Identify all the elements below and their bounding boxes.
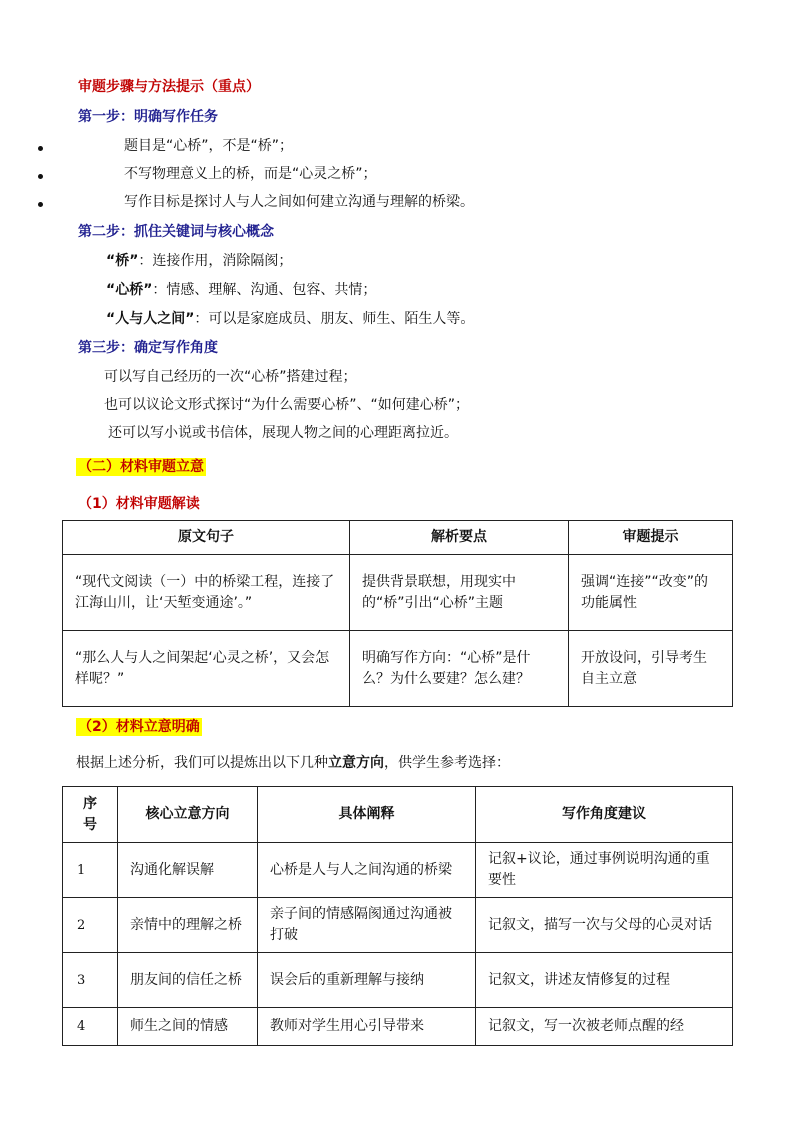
- table-cell: 心桥是人与人之间沟通的桥梁: [258, 843, 476, 898]
- table-cell: 提供背景联想，用现实中的“桥”引出“心桥”主题: [350, 555, 569, 631]
- table-cell: 开放设问，引导考生自主立意: [569, 631, 733, 707]
- table-header: [63, 787, 118, 843]
- table-cell: 强调“连接”“改变”的功能属性: [569, 555, 733, 631]
- subsection-1-title: （1）材料审题解读: [78, 496, 200, 512]
- table-header-row: [63, 787, 733, 843]
- step2-desc: ：连接作用，消除隔阂；: [138, 253, 293, 269]
- table-row: [63, 631, 733, 707]
- table-row: [63, 953, 733, 1008]
- step2-item-2: [106, 279, 376, 299]
- subsection-2-title: （2）材料立意明确: [78, 719, 200, 735]
- table-header-row: [63, 521, 733, 555]
- bullet-icon: [38, 174, 43, 179]
- subsection-2-title-wrap: [76, 716, 202, 736]
- table-cell: “那么人与人之间架起‘心灵之桥’，又会怎样呢？”: [63, 631, 350, 707]
- table-cell: 亲情中的理解之桥: [118, 898, 258, 953]
- table-row: [63, 843, 733, 898]
- step1-bullet-1: 题目是“心桥”，不是“桥”；: [124, 138, 294, 154]
- section2-title: （二）材料审题立意: [78, 459, 204, 475]
- intro-emphasis: 立意方向: [328, 755, 384, 771]
- bullet-icon: [38, 202, 43, 207]
- step2-item-3: [106, 308, 474, 328]
- step2-item-1: [106, 250, 292, 270]
- table-cell: 记叙+议论，通过事例说明沟通的重要性: [476, 843, 733, 898]
- step2-desc: ：可以是家庭成员、朋友、师生、陌生人等。: [194, 311, 475, 327]
- section2-title-wrap: [76, 456, 206, 476]
- table-cell: 2: [63, 898, 118, 953]
- table-cell: 朋友间的信任之桥: [118, 953, 258, 1008]
- section-heading: 审题步骤与方法提示（重点）: [78, 79, 260, 95]
- table-header: 解析要点: [350, 521, 569, 555]
- intro-paragraph: [76, 752, 510, 772]
- direction-table: [62, 786, 733, 1046]
- table-cell: 误会后的重新理解与接纳: [258, 953, 476, 1008]
- intro-text: ，供学生参考选择：: [384, 755, 510, 771]
- step1-bullet-2: 不写物理意义上的桥，而是“心灵之桥”；: [124, 166, 377, 182]
- intro-text: 根据上述分析，我们可以提炼出以下几种: [76, 755, 328, 771]
- table-cell: 明确写作方向：“心桥”是什么？为什么要建？怎么建？: [350, 631, 569, 707]
- table-cell: 1: [63, 843, 118, 898]
- table-header: 核心立意方向: [118, 787, 258, 843]
- table-header: 原文句子: [63, 521, 350, 555]
- header-label: 序号: [83, 795, 97, 833]
- table-cell: 师生之间的情感: [118, 1008, 258, 1046]
- table-header: 写作角度建议: [476, 787, 733, 843]
- table-row: [63, 898, 733, 953]
- step2-desc: ：情感、理解、沟通、包容、共情；: [152, 282, 377, 298]
- analysis-table: [62, 520, 733, 707]
- bullet-icon: [38, 146, 43, 151]
- table-header: 审题提示: [569, 521, 733, 555]
- table-cell: 教师对学生用心引导带来: [258, 1008, 476, 1046]
- table-cell: 4: [63, 1008, 118, 1046]
- table-cell: “现代文阅读（一）中的桥梁工程，连接了江海山川，让‘天堑变通途’。”: [63, 555, 350, 631]
- step1-bullet-3: 写作目标是探讨人与人之间如何建立沟通与理解的桥梁。: [124, 194, 474, 210]
- step2-term: “桥”: [106, 253, 139, 269]
- table-cell: 记叙文，描写一次与父母的心灵对话: [476, 898, 733, 953]
- table-cell: 记叙文，讲述友情修复的过程: [476, 953, 733, 1008]
- step2-term: “人与人之间”: [106, 311, 195, 327]
- table-cell: 3: [63, 953, 118, 1008]
- step3-heading: 第三步：确定写作角度: [78, 340, 218, 356]
- table-header: 具体阐释: [258, 787, 476, 843]
- step3-line-3: 还可以写小说或书信体，展现人物之间的心理距离拉近。: [108, 425, 458, 441]
- table-cell: 亲子间的情感隔阂通过沟通被打破: [258, 898, 476, 953]
- table-row: [63, 555, 733, 631]
- step3-line-2: 也可以议论文形式探讨“为什么需要心桥”、“如何建心桥”；: [104, 397, 470, 413]
- table-cell: 记叙文，写一次被老师点醒的经: [476, 1008, 733, 1046]
- step1-heading: 第一步：明确写作任务: [78, 109, 218, 125]
- step2-heading: 第二步：抓住关键词与核心概念: [78, 224, 274, 240]
- table-cell: 沟通化解误解: [118, 843, 258, 898]
- step3-line-1: 可以写自己经历的一次“心桥”搭建过程；: [104, 369, 357, 385]
- table-row: [63, 1008, 733, 1046]
- step2-term: “心桥”: [106, 282, 153, 298]
